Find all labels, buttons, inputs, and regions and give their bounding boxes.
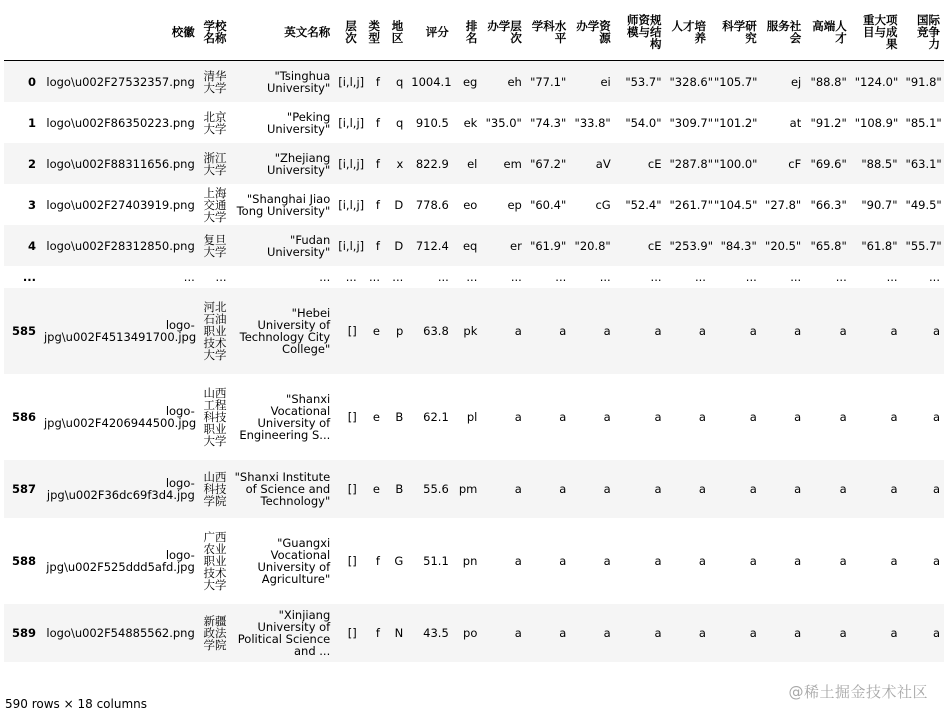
table-cell: "328.6" (669, 74, 714, 89)
table-cell: ... (555, 270, 567, 284)
table-cell: "69.6" (810, 156, 847, 171)
table-cell: a (559, 482, 567, 496)
table-cell: f (375, 238, 380, 253)
table-cell: "74.3" (530, 115, 567, 130)
column-header: 评分 (407, 4, 453, 61)
table-cell: [] (347, 410, 357, 424)
table-cell: ... (599, 270, 611, 284)
table-cell: a (794, 626, 802, 640)
column-header: 国际竞争力 (902, 4, 944, 61)
table-cell: a (559, 410, 567, 424)
table-cell: ek (463, 115, 478, 130)
table-cell: po (463, 626, 478, 640)
table-cell: q (395, 115, 404, 130)
table-cell: a (654, 324, 662, 338)
row-index: ... (22, 270, 36, 284)
header-row (4, 4, 944, 61)
table-cell: D (394, 197, 404, 212)
table-cell: 62.1 (423, 410, 449, 424)
table-row (4, 288, 944, 374)
table-cell: ei (600, 74, 611, 89)
table-cell: "287.8" (669, 156, 714, 171)
table-cell: "124.0" (854, 74, 899, 89)
table-cell: ... (215, 270, 227, 284)
table-row (4, 61, 944, 103)
table-cell: logo\u002F86350223.png (46, 115, 195, 130)
table-cell: B (395, 482, 404, 496)
table-cell: "100.0" (713, 156, 758, 171)
table-cell: ... (183, 270, 195, 284)
column-header: 人才培养 (666, 4, 710, 61)
table-cell: "Xinjiang University of Political Science and ... (237, 608, 331, 658)
table-cell: a (514, 554, 522, 568)
table-cell: a (794, 410, 802, 424)
table-cell: logo-jpg\u002F4206944500.jpg (43, 404, 197, 430)
table-cell: "Peking University" (266, 109, 331, 136)
table-cell: "67.2" (530, 156, 567, 171)
row-index: 588 (11, 554, 36, 568)
table-cell: 822.9 (415, 156, 449, 171)
table-cell: a (932, 410, 940, 424)
table-cell: a (839, 410, 847, 424)
table-cell: "Fudan University" (266, 232, 331, 259)
table-cell: a (698, 324, 706, 338)
table-cell: eq (462, 238, 478, 253)
table-cell: logo\u002F54885562.png (46, 626, 195, 640)
table-cell: "88.5" (861, 156, 898, 171)
table-cell: at (789, 115, 802, 130)
table-cell: a (603, 626, 611, 640)
table-cell: a (698, 554, 706, 568)
table-cell: cE (647, 238, 662, 253)
table-cell: "85.1" (905, 115, 942, 130)
table-header (4, 4, 944, 61)
table-cell: a (794, 324, 802, 338)
table-cell: "53.7" (625, 74, 662, 89)
row-index: 587 (11, 482, 36, 496)
table-cell: a (559, 626, 567, 640)
table-cell: "Tsinghua University" (266, 68, 331, 95)
table-cell: "Hebei University of Technology City College" (239, 306, 331, 356)
table-cell: 上海交通大学 (203, 185, 227, 224)
table-cell: "54.0" (625, 115, 662, 130)
table-cell: a (794, 554, 802, 568)
table-cell: eh (507, 74, 522, 89)
table-cell: a (514, 324, 522, 338)
table-cell: [i,l,j] (338, 197, 365, 212)
table-cell: 复旦大学 (203, 232, 227, 259)
table-cell: aV (595, 156, 611, 171)
table-cell: ... (345, 270, 357, 284)
table-row (4, 604, 944, 662)
table-cell: p (395, 324, 404, 338)
table-cell: a (932, 324, 940, 338)
table-cell: a (559, 324, 567, 338)
table-cell: a (654, 626, 662, 640)
table-cell: "104.5" (713, 197, 758, 212)
table-cell: "20.8" (574, 238, 611, 253)
watermark: @稀土掘金技术社区 (788, 683, 928, 701)
table-cell: "61.9" (530, 238, 567, 253)
table-cell: 778.6 (415, 197, 449, 212)
row-index: 0 (27, 74, 36, 89)
column-header: 英文名称 (231, 4, 335, 61)
table-cell: a (890, 482, 898, 496)
table-cell: 712.4 (415, 238, 449, 253)
table-cell: e (372, 324, 380, 338)
table-cell: 浙江大学 (203, 150, 227, 177)
column-header: 学科水平 (526, 4, 570, 61)
table-cell: a (749, 324, 757, 338)
table-cell: a (749, 482, 757, 496)
table-cell: f (375, 197, 380, 212)
table-cell: ep (507, 197, 522, 212)
table-cell: a (654, 410, 662, 424)
table-cell: "Zhejiang University" (266, 150, 331, 177)
table-cell: [i,l,j] (338, 238, 365, 253)
table-row (4, 102, 944, 143)
table-row (4, 460, 944, 518)
table-cell: a (890, 410, 898, 424)
column-header: 师资规模与结构 (615, 4, 666, 61)
table-cell: N (394, 626, 404, 640)
table-row (4, 374, 944, 460)
table-cell: "261.7" (669, 197, 714, 212)
table-cell: pk (463, 324, 478, 338)
row-index: 4 (27, 238, 36, 253)
table-cell: a (839, 482, 847, 496)
ellipsis-row (4, 266, 944, 288)
table-cell: "65.8" (810, 238, 847, 253)
column-header: 高端人才 (805, 4, 851, 61)
table-cell: 51.1 (423, 554, 449, 568)
table-cell: "52.4" (625, 197, 662, 212)
table-cell: logo\u002F27403919.png (46, 197, 195, 212)
table-cell: f (375, 626, 380, 640)
table-cell: er (510, 238, 522, 253)
table-cell: "91.8" (905, 74, 942, 89)
table-cell: x (396, 156, 404, 171)
table-cell: ... (369, 270, 380, 284)
table-cell: el (467, 156, 478, 171)
table-cell: "84.3" (720, 238, 757, 253)
table-cell: a (839, 626, 847, 640)
table-cell: [i,l,j] (338, 74, 365, 89)
column-header: 校徽 (40, 4, 199, 61)
table-cell: logo\u002F28312850.png (46, 238, 195, 253)
table-cell: a (839, 324, 847, 338)
table-cell: logo-jpg\u002F525ddd5afd.jpg (46, 548, 195, 574)
table-cell: a (932, 554, 940, 568)
table-cell: cF (788, 156, 802, 171)
table-cell: ... (392, 270, 404, 284)
row-index: 585 (11, 324, 36, 338)
table-cell: ... (650, 270, 662, 284)
table-cell: "Shanghai Jiao Tong University" (236, 191, 331, 218)
table-cell: a (514, 410, 522, 424)
table-cell: a (932, 626, 940, 640)
table-cell: a (698, 482, 706, 496)
table-cell: pn (462, 554, 478, 568)
table-cell: f (375, 115, 380, 130)
column-header: 办学层次 (481, 4, 525, 61)
table-row (4, 518, 944, 604)
dataframe-shape-footer: 590 rows × 18 columns (5, 697, 147, 711)
row-index: 1 (27, 115, 36, 130)
table-cell: ... (790, 270, 802, 284)
table-cell: a (514, 626, 522, 640)
table-cell: eo (463, 197, 478, 212)
table-cell: em (503, 156, 522, 171)
table-cell: "35.0" (485, 115, 522, 130)
table-cell: a (890, 324, 898, 338)
table-cell: "63.1" (905, 156, 942, 171)
table-cell: 63.8 (423, 324, 449, 338)
column-header: 服务社会 (761, 4, 805, 61)
column-header: 科学研究 (710, 4, 761, 61)
table-cell: a (603, 482, 611, 496)
table-cell: "108.9" (854, 115, 899, 130)
table-cell: ... (466, 270, 478, 284)
table-cell: 清华大学 (203, 68, 227, 95)
table-cell: 广西农业职业技术大学 (203, 530, 227, 592)
table-cell: "101.2" (713, 115, 758, 130)
table-cell: ... (929, 270, 940, 284)
table-cell: eg (462, 74, 478, 89)
table-cell: "309.7" (669, 115, 714, 130)
table-cell: logo-jpg\u002F36dc69f3d4.jpg (46, 476, 195, 502)
table-cell: "61.8" (861, 238, 898, 253)
table-cell: a (794, 482, 802, 496)
table-cell: "49.5" (905, 197, 942, 212)
dataframe-table (4, 4, 944, 662)
table-cell: q (395, 74, 404, 89)
table-cell: a (749, 554, 757, 568)
table-cell: a (603, 324, 611, 338)
table-cell: "Shanxi Institute of Science and Technology" (234, 470, 331, 508)
table-cell: ... (745, 270, 757, 284)
table-cell: cE (647, 156, 662, 171)
table-cell: "77.1" (530, 74, 567, 89)
table-cell: a (654, 554, 662, 568)
table-cell: "66.3" (810, 197, 847, 212)
table-cell: [i,l,j] (338, 156, 365, 171)
row-index: 589 (11, 626, 36, 640)
table-cell: "91.2" (810, 115, 847, 130)
table-cell: 910.5 (415, 115, 449, 130)
table-cell: ... (510, 270, 522, 284)
table-cell: B (395, 410, 404, 424)
table-cell: "90.7" (861, 197, 898, 212)
table-cell: ... (886, 270, 898, 284)
table-cell: "20.5" (765, 238, 802, 253)
table-cell: [i,l,j] (338, 115, 365, 130)
table-cell: a (603, 410, 611, 424)
table-cell: cG (595, 197, 611, 212)
table-cell: "253.9" (669, 238, 714, 253)
table-cell: f (375, 554, 380, 568)
table-cell: "105.7" (713, 74, 758, 89)
table-cell: f (375, 156, 380, 171)
table-cell: ej (790, 74, 802, 89)
column-header: 办学资源 (570, 4, 614, 61)
table-cell: a (654, 482, 662, 496)
column-header: 类型 (361, 4, 384, 61)
column-header: 层次 (334, 4, 360, 61)
table-cell: a (698, 626, 706, 640)
table-cell: "27.8" (765, 197, 802, 212)
row-index: 2 (27, 156, 36, 171)
table-cell: "Guangxi Vocational University of Agriculture" (257, 536, 331, 586)
row-index: 586 (11, 410, 36, 424)
table-cell: 山西科技学院 (203, 470, 227, 508)
table-cell: 山西工程科技职业大学 (203, 386, 227, 448)
table-cell: pm (458, 482, 478, 496)
table-cell: G (394, 554, 404, 568)
table-cell: e (372, 482, 380, 496)
table-row (4, 225, 944, 266)
index-header (4, 4, 40, 61)
table-cell: 55.6 (423, 482, 449, 496)
table-cell: a (514, 482, 522, 496)
table-cell: 43.5 (423, 626, 449, 640)
table-cell: a (559, 554, 567, 568)
table-cell: [] (347, 482, 357, 496)
table-row (4, 184, 944, 225)
table-cell: a (749, 626, 757, 640)
table-cell: "55.7" (905, 238, 942, 253)
column-header: 学校名称 (199, 4, 231, 61)
table-cell: a (890, 554, 898, 568)
table-cell: [] (347, 554, 357, 568)
table-row (4, 143, 944, 184)
table-cell: e (372, 410, 380, 424)
table-cell: "33.8" (574, 115, 611, 130)
table-cell: a (932, 482, 940, 496)
table-cell: 北京大学 (203, 109, 227, 136)
table-cell: ... (319, 270, 331, 284)
table-cell: ... (437, 270, 449, 284)
column-header: 地区 (384, 4, 407, 61)
table-cell: 河北石油职业技术大学 (203, 300, 227, 362)
column-header: 排名 (453, 4, 482, 61)
table-cell: logo\u002F27532357.png (46, 74, 195, 89)
table-cell: logo-jpg\u002F4513491700.jpg (43, 318, 197, 344)
table-cell: "60.4" (530, 197, 567, 212)
table-cell: "88.8" (810, 74, 847, 89)
table-cell: logo\u002F88311656.png (46, 156, 195, 171)
table-body (4, 61, 944, 663)
table-cell: a (603, 554, 611, 568)
table-cell: a (749, 410, 757, 424)
table-cell: a (698, 410, 706, 424)
table-cell: a (890, 626, 898, 640)
table-cell: 1004.1 (411, 74, 452, 89)
table-cell: ... (695, 270, 706, 284)
table-cell: ... (835, 270, 847, 284)
table-cell: pl (466, 410, 478, 424)
table-cell: a (839, 554, 847, 568)
table-cell: f (375, 74, 380, 89)
table-cell: 新疆政法学院 (203, 614, 227, 652)
table-cell: [] (347, 324, 357, 338)
column-header: 重大项目与成果 (851, 4, 902, 61)
table-cell: "Shanxi Vocational University of Engineering S... (239, 392, 331, 442)
row-index: 3 (27, 197, 36, 212)
table-cell: [] (347, 626, 357, 640)
table-cell: D (394, 238, 404, 253)
